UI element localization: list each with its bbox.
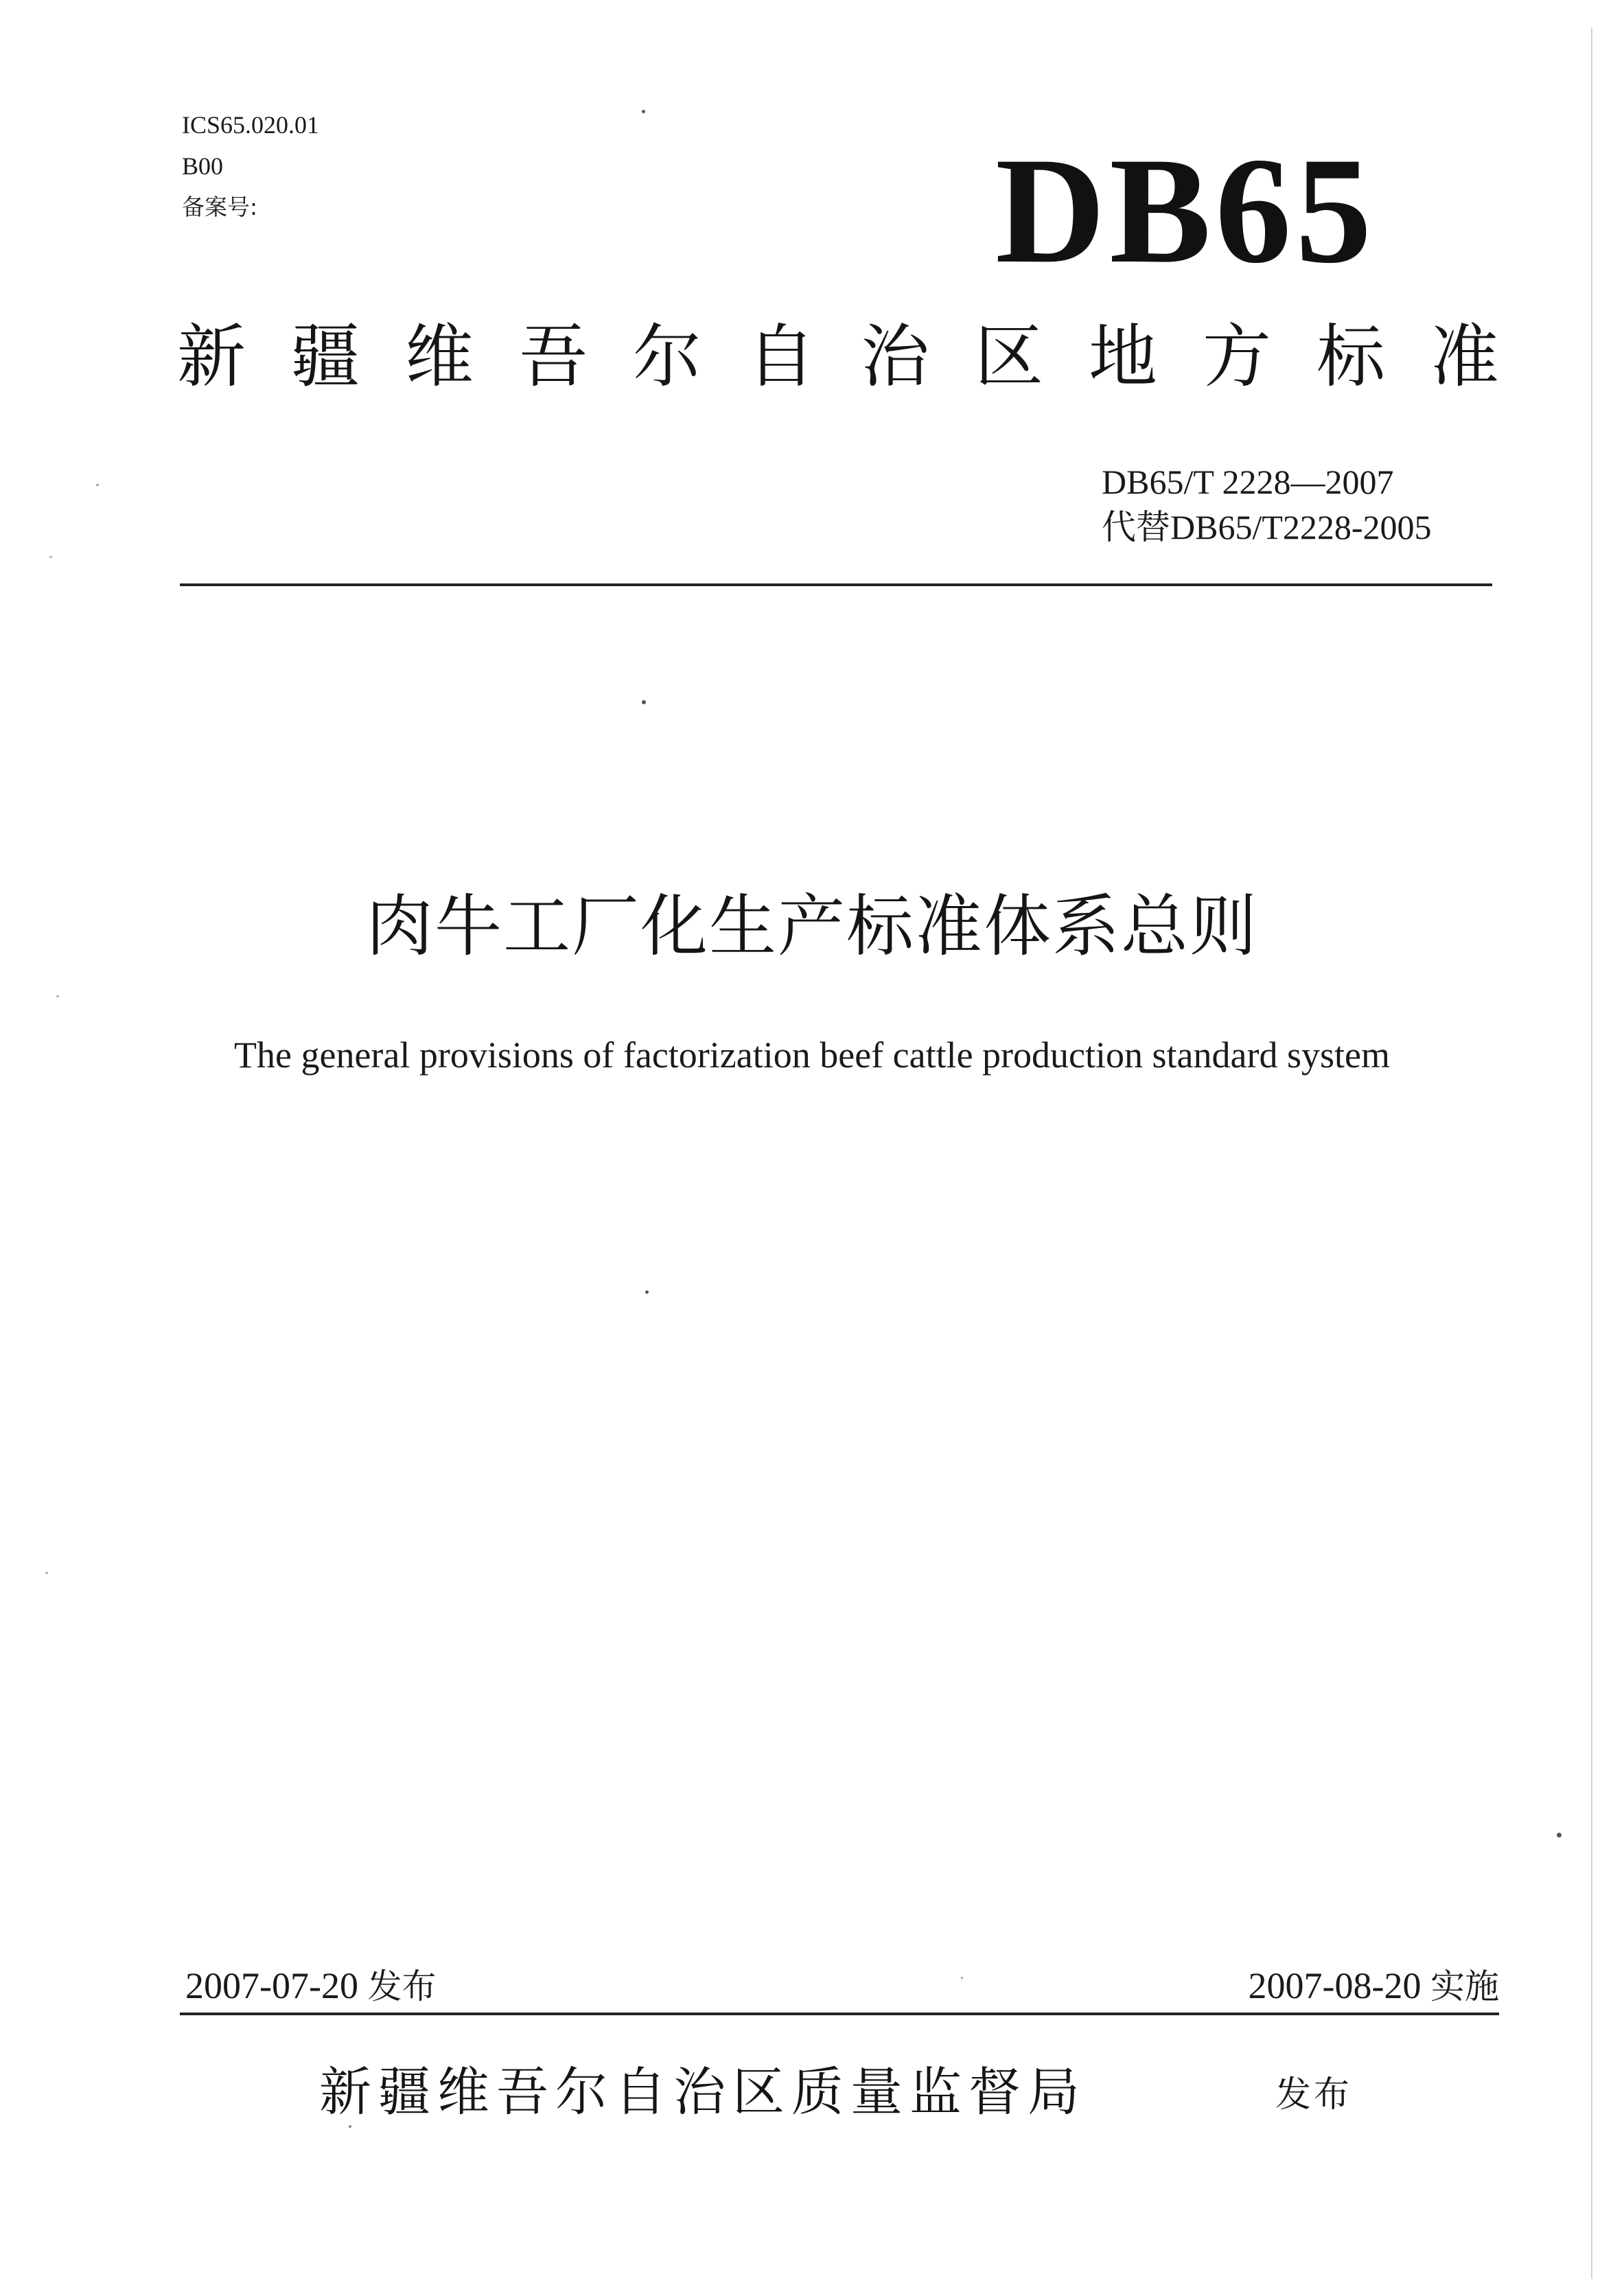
title-chinese: 肉牛工厂化生产标准体系总则: [365, 888, 1258, 966]
implement-date-block: [1249, 1964, 1499, 2008]
replaces-standard: 代替DB65/T2228-2005: [1102, 508, 1432, 546]
db65-logo: DB65: [995, 126, 1376, 295]
scan-speck: [349, 2125, 351, 2128]
issuing-authority: 新疆维吾尔自治区质量监督局: [319, 2061, 1087, 2122]
scan-speck: [645, 1290, 649, 1294]
filing-number-label: 备案号:: [182, 194, 258, 220]
header-divider: [180, 583, 1492, 586]
scan-speck: [961, 1977, 963, 1979]
implement-label: 实施: [1430, 1967, 1499, 2006]
standard-code: DB65/T 2228—2007: [1102, 463, 1394, 501]
scan-edge-line: [1591, 27, 1592, 2279]
implement-date: 2007-08-20: [1248, 1965, 1422, 2006]
issue-label: 发布: [367, 1967, 437, 2006]
issuing-authority-suffix: 发布: [1275, 2074, 1353, 2115]
standard-type-heading: 新疆维吾尔自治区地方标准: [177, 316, 1544, 397]
scan-speck: [642, 700, 646, 704]
scan-speck: [45, 1572, 48, 1574]
ccs-code: B00: [182, 152, 224, 180]
scan-speck: [1557, 1833, 1562, 1837]
scan-speck: [56, 995, 59, 997]
ics-code: ICS65.020.01: [182, 111, 320, 139]
footer-divider: [180, 2013, 1499, 2015]
issue-date-block: [185, 1964, 436, 2008]
scan-speck: [96, 484, 99, 486]
scan-speck: [49, 556, 52, 558]
scan-speck: [642, 110, 645, 113]
issue-date: 2007-07-20: [185, 1965, 358, 2006]
title-english: The general provisions of factorization beef cattle production standard system: [234, 1034, 1390, 1076]
